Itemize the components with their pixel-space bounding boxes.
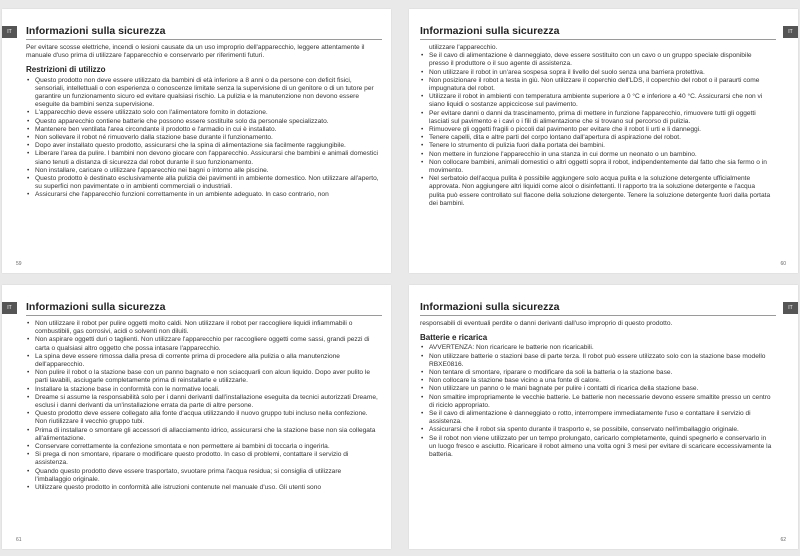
list-item: • Se il cavo di alimentazione è danneggiato o rotto, interrompere immediatamente l'uso e contattare il servizio di assistenza.: [420, 410, 772, 426]
list-item: • Non utilizzare il robot in un'area sospesa sopra il livello del suolo senza una barriera protettiva.: [420, 69, 772, 77]
list-item: • Non installare, caricare o utilizzare l'apparecchio nei bagni o intorno alle piscine.: [26, 167, 379, 175]
list-item: • Si prega di non smontare, riparare o modificare questo prodotto. In caso di problemi, contattare il servizio di assistenza.: [26, 451, 379, 467]
section-heading: Restrizioni di utilizzo: [26, 65, 106, 75]
list-item: • Non pulire il robot o la stazione base con un panno bagnato e non sciacquarli con alcun liquido. Dopo aver pulito le parti lavabili, asciugarle completamente prima di reinstallarle e utilizzarle.: [26, 369, 379, 385]
bullet-list: [420, 344, 772, 459]
intro-paragraph: Per evitare scosse elettriche, incendi o lesioni causate da un uso improprio dell'apparecchio, leggere attentamente il manuale d'uso prima di utilizzare l'apparecchio e conservarlo per riferimenti futuri.: [26, 44, 365, 60]
list-item: • Questo prodotto è destinato esclusivamente alla pulizia dei pavimenti in ambiente domestico. Non utilizzare all'aperto, su superfici non pavimentate o in ambienti commerciali o industriali.: [26, 175, 379, 191]
list-item: • Non sollevare il robot né rimuoverlo dalla stazione base durante il funzionamento.: [26, 134, 379, 142]
list-item: • Utilizzare il robot in ambienti con temperatura ambiente superiore a 0 °C e inferiore a 40 °C. Assicurarsi che non vi siano liquidi o sostanze appiccicose sul pavimento.: [420, 93, 772, 109]
manual-page-61: [2, 285, 391, 549]
list-item: • Mantenere ben ventilata l'area circondante il prodotto e l'armadio in cui è installato.: [26, 126, 379, 134]
list-item: • Non mettere in funzione l'apparecchio in una stanza in cui dorme un neonato o un bambino.: [420, 151, 772, 159]
list-item: • Rimuovere gli oggetti fragili o piccoli dal pavimento per evitare che il robot li urti e li danneggi.: [420, 126, 772, 134]
language-tab: IT: [783, 26, 798, 38]
list-item: • Non smaltire impropriamente le vecchie batterie. Le batterie non necessarie devono essere smaltite presso un centro di riciclo appropriato.: [420, 394, 772, 410]
title-divider: [420, 39, 776, 40]
page-title: Informazioni sulla sicurezza: [420, 301, 560, 313]
list-item: • Non collocare la stazione base vicino a una fonte di calore.: [420, 377, 772, 385]
bullet-list: [420, 52, 772, 208]
list-item: • Installare la stazione base in conformità con le normative locali.: [26, 386, 379, 394]
list-item: • La spina deve essere rimossa dalla presa di corrente prima di procedere alla pulizia o alla manutenzione dell'apparecchio.: [26, 353, 379, 369]
list-item: • Prima di installare o smontare gli accessori di allacciamento idrico, assicurarsi che la stazione base non sia collegata all'alimentazione.: [26, 427, 379, 443]
bullet-list: [26, 77, 379, 200]
list-item: • Per evitare danni o danni da trascinamento, prima di mettere in funzione l'apparecchio, rimuovere tutti gli oggetti lasciati sul pavimento e i cavi o i fili di alimentazione che si trovano sul percorso di pulizia.: [420, 110, 772, 126]
continued-text: responsabili di eventuali perdite o danni derivanti dall'uso improprio di questo prodotto.: [420, 320, 673, 327]
list-item: • Non posizionare il robot a testa in giù. Non utilizzare il coperchio dell'LDS, il coperchio del robot o il paraurti come impugnatura del robot.: [420, 77, 772, 93]
page-number: 61: [16, 537, 22, 543]
list-item: • Non utilizzare un panno o le mani bagnate per pulire i contatti di ricarica della stazione base.: [420, 385, 772, 393]
section-heading: Batterie e ricarica: [420, 333, 488, 343]
manual-page-60: [409, 9, 798, 273]
list-item: • AVVERTENZA: Non ricaricare le batterie non ricaricabili.: [420, 344, 772, 352]
manual-page-62: [409, 285, 798, 549]
page-number: 62: [780, 537, 786, 543]
continued-text: utilizzare l'apparecchio.: [429, 44, 498, 51]
list-item: • Tenere lo strumento di pulizia fuori dalla portata dei bambini.: [420, 142, 772, 150]
list-item: • Non collocare bambini, animali domestici o altri oggetti sopra il robot, indipendentemente dal fatto che sia fermo o in movimento.: [420, 159, 772, 175]
title-divider: [420, 315, 776, 316]
title-divider: [26, 39, 382, 40]
manual-page-59: [2, 9, 391, 273]
page-body: [26, 44, 379, 200]
language-tab: IT: [783, 302, 798, 314]
list-item: • Dopo aver installato questo prodotto, assicurarsi che la spina di alimentazione sia facilmente raggiungibile.: [26, 142, 379, 150]
page-body: [26, 320, 379, 492]
page-body: [420, 44, 772, 208]
list-item: • Conservare correttamente la confezione smontata e non permettere ai bambini di toccarla o ingerirla.: [26, 443, 379, 451]
list-item: • Se il cavo di alimentazione è danneggiato, deve essere sostituito con un cavo o un gruppo speciale disponibile presso il produttore o il suo agente di assistenza.: [420, 52, 772, 68]
list-item: • Se il robot non viene utilizzato per un tempo prolungato, caricarlo completamente, quindi spegnerlo e conservarlo in un luogo fresco e asciutto. Ricaricare il robot almeno una volta ogni 3 mesi per evitare di scaricare eccessivamente la batteria.: [420, 435, 772, 460]
list-item: • Questo apparecchio contiene batterie che possono essere sostituite solo da personale specializzato.: [26, 118, 379, 126]
list-item: • Nel serbatoio dell'acqua pulita è possibile aggiungere solo acqua pulita e la soluzione detergente ufficialmente approvata. Non aggiungere altri liquidi come alcol o disinfettanti. Il rapporto tra la soluzione detergente e l'acqua pulita può essere controllato sul flacone della soluzione detergente. Tenere la soluzione detergente fuori dalla portata dei bambini.: [420, 175, 772, 208]
list-item: • Quando questo prodotto deve essere trasportato, svuotare prima l'acqua residua; si consiglia di utilizzare l'imballaggio originale.: [26, 468, 379, 484]
page-number: 59: [16, 261, 22, 267]
list-item: • Tenere capelli, dita e altre parti del corpo lontano dall'apertura di aspirazione del robot.: [420, 134, 772, 142]
title-divider: [26, 315, 382, 316]
list-item: • Questo prodotto non deve essere utilizzato da bambini di età inferiore a 8 anni o da persone con deficit fisici, sensoriali, intellettuali o con esperienza o conoscenze limitate senza la supervisione di un genitore o di un tutore per garantire un funzionamento sicuro ed evitare qualsiasi rischio. La pulizia e la manutenzione non devono essere eseguite da bambini senza supervisione.: [26, 77, 379, 110]
bullet-list: [26, 320, 379, 492]
list-item: • Non aspirare oggetti duri o taglienti. Non utilizzare l'apparecchio per raccogliere oggetti come sassi, grandi pezzi di carta o qualsiasi altro oggetto che possa intasare l'apparecchio.: [26, 336, 379, 352]
list-item: • Questo prodotto deve essere collegato alla fonte d'acqua utilizzando il nuovo gruppo tubi incluso nella confezione. Non riutilizzare il vecchio gruppo tubi.: [26, 410, 379, 426]
page-body: [420, 320, 772, 459]
list-item: • Utilizzare questo prodotto in conformità alle istruzioni contenute nel manuale d'uso. Gli utenti sono: [26, 484, 379, 492]
list-item: • Non tentare di smontare, riparare o modificare da soli la batteria o la stazione base.: [420, 369, 772, 377]
page-title: Informazioni sulla sicurezza: [26, 25, 166, 37]
language-tab: IT: [2, 302, 17, 314]
language-tab: IT: [2, 26, 17, 38]
page-title: Informazioni sulla sicurezza: [26, 301, 166, 313]
list-item: • Non utilizzare il robot per pulire oggetti molto caldi. Non utilizzare il robot per raccogliere liquidi infiammabili o combustibili, gas corrosivi, acidi o solventi non diluiti.: [26, 320, 379, 336]
page-title: Informazioni sulla sicurezza: [420, 25, 560, 37]
list-item: • Non utilizzare batterie o stazioni base di parte terza. Il robot può essere utilizzato solo con la stazione base modello RBXE0816.: [420, 353, 772, 369]
list-item: • Dreame si assume la responsabilità solo per i danni derivanti dall'installazione eseguita da tecnici autorizzati Dreame, esclusi i danni derivanti da un'installazione errata da parte di altre persone.: [26, 394, 379, 410]
list-item: • Assicurarsi che il robot sia spento durante il trasporto e, se possibile, conservato nell'imballaggio originale.: [420, 426, 772, 434]
page-number: 60: [780, 261, 786, 267]
list-item: • Assicurarsi che l'apparecchio funzioni correttamente in un ambiente adeguato. In caso contrario, non: [26, 191, 379, 199]
list-item: • Liberare l'area da pulire. I bambini non devono giocare con l'apparecchio. Assicurarsi che bambini e animali domestici siano tenuti a distanza di sicurezza dal robot durante il suo funzionamento.: [26, 150, 379, 166]
list-item: • L'apparecchio deve essere utilizzato solo con l'alimentatore fornito in dotazione.: [26, 109, 379, 117]
